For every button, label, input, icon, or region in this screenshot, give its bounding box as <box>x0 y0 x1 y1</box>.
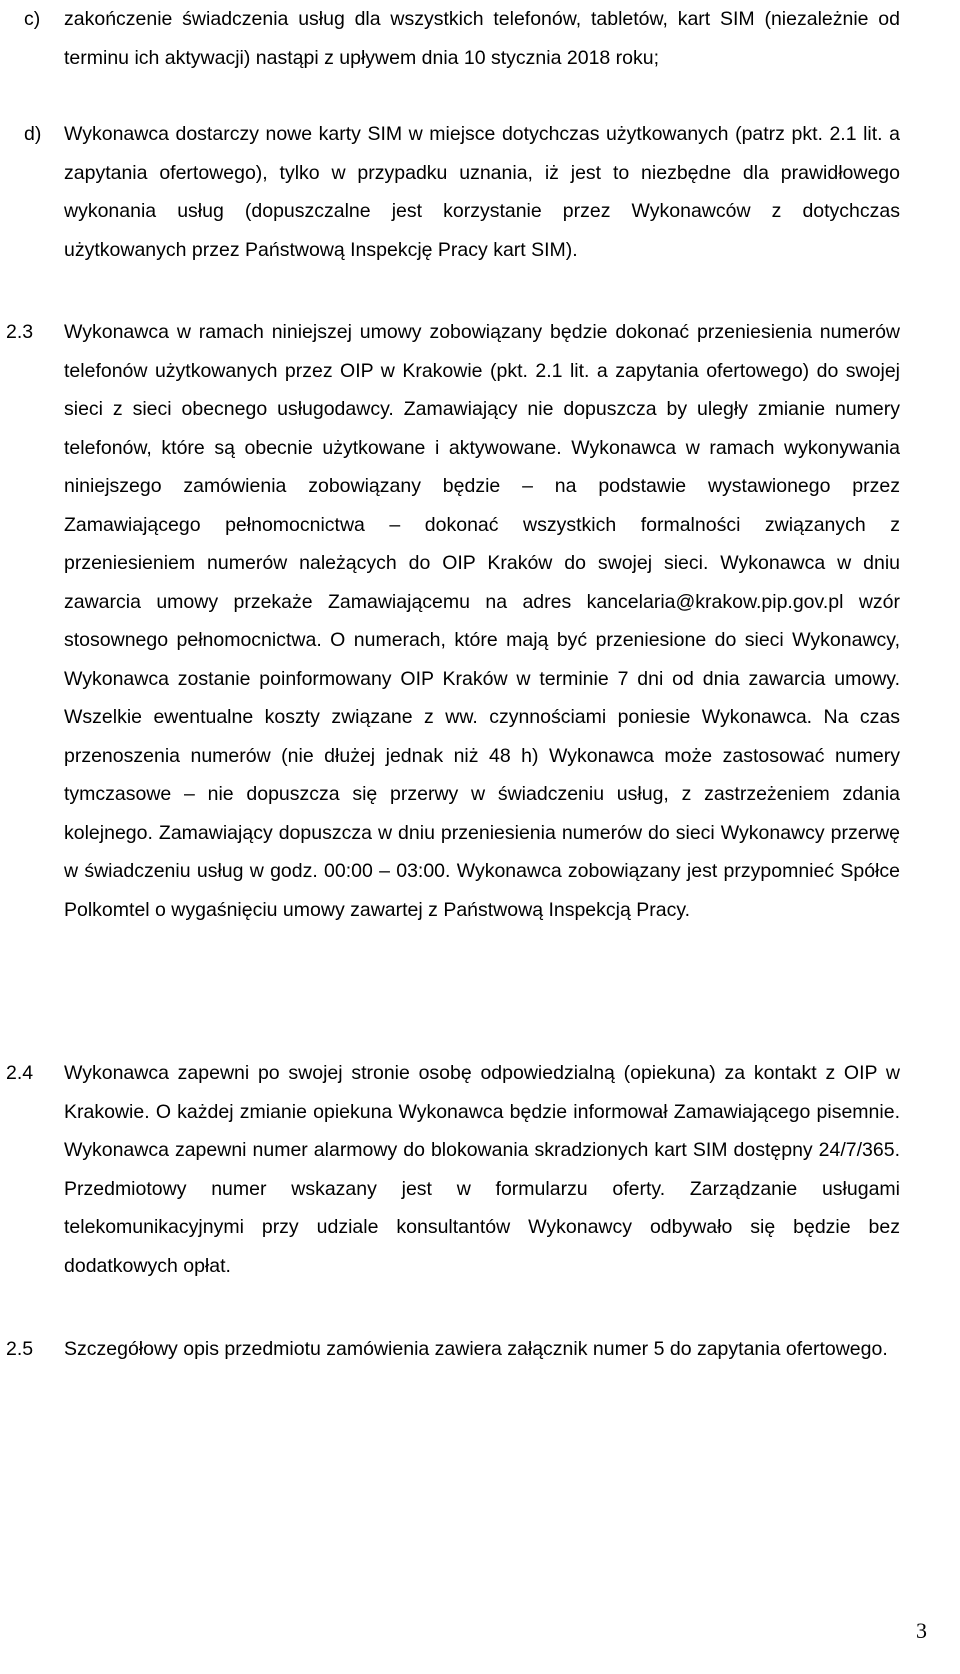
section-number: 2.5 <box>6 1338 34 1360</box>
item-label: c) <box>24 8 41 30</box>
section-2-4 <box>6 1054 900 1285</box>
section-2-5 <box>6 1330 900 1369</box>
item-text: zakończenie świadczenia usług dla wszystkich telefonów, tabletów, kart SIM (niezależnie od terminu ich aktywacji) nastąpi z upływem dnia 10 stycznia 2018 roku; <box>64 8 900 69</box>
section-2-3 <box>6 313 900 929</box>
page-number: 3 <box>916 1618 927 1643</box>
section-number: 2.3 <box>6 321 34 343</box>
section-text: Wykonawca w ramach niniejszej umowy zobowiązany będzie dokonać przeniesienia numerów telefonów użytkowanych przez OIP w Krakowie (pkt. 2.1 lit. a zapytania ofertowego) do swojej sieci z sieci obecnego usługodawcy. Zamawiający nie dopuszcza by uległy zmianie numery telefonów, które są obecnie użytkowane i aktywowane. Wykonawca w ramach wykonywania niniejszego zamówienia zobowiązany będzie – na podstawie wystawionego przez Zamawiającego pełnomocnictwa – dokonać wszystkich formalności związanych z przeniesieniem numerów należących do OIP Kraków do swojej sieci. Wykonawca w dniu zawarcia umowy przekaże Zamawiającemu na adres kancelaria@krakow.pip.gov.pl wzór stosownego pełnomocnictwa. O numerach, które mają być przeniesione do sieci Wykonawcy, Wykonawca zostanie poinformowany OIP Kraków w terminie 7 dni od dnia zawarcia umowy. Wszelkie ewentualne koszty związane z ww. czynnościami poniesie Wykonawca. Na czas przenoszenia numerów (nie dłużej jednak niż 48 h) Wykonawca może zastosować numery tymczasowe – nie dopuszcza się przerwy w świadczeniu usług, z zastrzeżeniem zdania kolejnego. Zamawiający dopuszcza w dniu przeniesienia numerów do sieci Wykonawcy przerwę w świadczeniu usług w godz. 00:00 – 03:00. Wykonawca zobowiązany jest przypomnieć Spółce Polkomtel o wygaśnięciu umowy zawartej z Państwową Inspekcją Pracy. <box>64 321 900 921</box>
section-text: Wykonawca zapewni po swojej stronie osobę odpowiedzialną (opiekuna) za kontakt z OIP w Krakowie. O każdej zmianie opiekuna Wykonawca będzie informował Zamawiającego pisemnie. Wykonawca zapewni numer alarmowy do blokowania skradzionych kart SIM dostępny 24/7/365. Przedmiotowy numer wskazany jest w formularzu oferty. Zarządzanie usługami telekomunikacyjnymi przy udziale konsultantów Wykonawcy odbywało się będzie bez dodatkowych opłat. <box>64 1062 900 1277</box>
list-item-c <box>24 0 900 77</box>
item-text: Wykonawca dostarczy nowe karty SIM w miejsce dotychczas użytkowanych (patrz pkt. 2.1 lit. a zapytania ofertowego), tylko w przypadku uznania, iż jest to niezbędne dla prawidłowego wykonania usług (dopuszczalne jest korzystanie przez Wykonawców z dotychczas użytkowanych przez Państwową Inspekcję Pracy kart SIM). <box>64 123 900 261</box>
item-label: d) <box>24 123 42 145</box>
list-item-d <box>24 115 900 269</box>
section-number: 2.4 <box>6 1062 34 1084</box>
section-text: Szczegółowy opis przedmiotu zamówienia zawiera załącznik numer 5 do zapytania ofertowego. <box>64 1338 888 1360</box>
